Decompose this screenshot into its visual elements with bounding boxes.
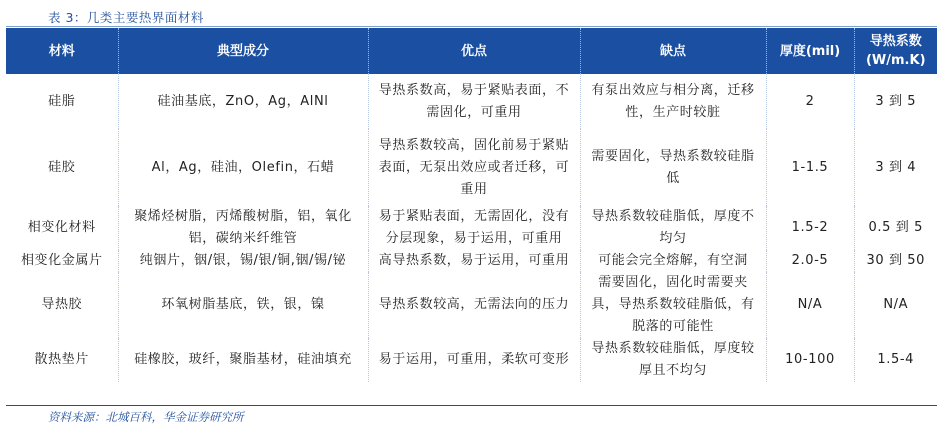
cell-pros: 导热系数高，易于紧贴表面，不需固化，可重用 — [368, 74, 580, 129]
cell-composition: 聚烯烃树脂，丙烯酸树脂，铝，氧化铝，碳纳米纤维管 — [118, 206, 368, 250]
cell-conductivity: 1.5-4 — [854, 338, 937, 382]
cell-thickness: 10-100 — [766, 338, 854, 382]
cell-material: 散热垫片 — [34, 352, 89, 367]
cell-conductivity: 0.5 到 5 — [854, 206, 937, 250]
top-rule — [6, 26, 937, 27]
table-row — [6, 206, 937, 250]
cell-pros: 导热系数较高，无需法向的压力 — [368, 272, 580, 338]
header-composition: 典型成分 — [118, 28, 368, 74]
header-material: 材料 — [6, 28, 118, 74]
header-cons: 缺点 — [580, 28, 766, 74]
cell-composition: 纯铟片，铟/银，锡/银/铜,铟/锡/铋 — [118, 250, 368, 272]
cell-thickness: 2.0-5 — [766, 250, 854, 272]
cell-cons: 可能会完全熔解，有空洞 — [580, 250, 766, 272]
bottom-rule — [6, 405, 937, 406]
table-row — [6, 250, 937, 272]
cell-thickness: 2 — [766, 74, 854, 129]
cell-pros: 易于紧贴表面，无需固化，没有分层现象，易于运用，可重用 — [368, 206, 580, 250]
cell-conductivity: 3 到 4 — [854, 129, 937, 206]
source-note: 资料来源：北城百科，华金证券研究所 — [48, 410, 244, 424]
cell-conductivity: 3 到 5 — [854, 74, 937, 129]
header-conductivity — [854, 28, 937, 74]
table-row — [6, 74, 937, 129]
cell-cons: 需要固化，导热系数较硅脂低 — [580, 129, 766, 206]
cell-thickness: 1.5-2 — [766, 206, 854, 250]
cell-pros: 高导热系数，易于运用，可重用 — [368, 250, 580, 272]
table-caption: 表 3：几类主要热界面材料 — [48, 10, 204, 25]
table-row — [6, 129, 937, 206]
cell-composition: 硅油基底，ZnO，Ag，AlNl — [118, 74, 368, 129]
cell-conductivity: 30 到 50 — [854, 250, 937, 272]
cell-material: 相变化材料 — [27, 220, 96, 235]
cell-material: 相变化金属片 — [20, 253, 103, 268]
header-thickness: 厚度(mil) — [766, 28, 854, 74]
cell-cons: 导热系数较硅脂低，厚度较厚且不均匀 — [580, 338, 766, 382]
cell-material: 硅胶 — [48, 159, 76, 175]
cell-composition: Al，Ag，硅油，Olefin，石蜡 — [118, 129, 368, 206]
table-row — [6, 272, 937, 338]
cell-thickness: 1-1.5 — [766, 129, 854, 206]
header-row — [6, 28, 937, 74]
cell-material: 硅脂 — [48, 93, 76, 109]
cell-thickness: N/A — [766, 272, 854, 338]
cell-pros: 导热系数较高，固化前易于紧贴表面，无泵出效应或者迁移，可重用 — [368, 129, 580, 206]
cell-cons: 导热系数较硅脂低，厚度不均匀 — [580, 206, 766, 250]
header-conductivity-line1: 导热系数 — [869, 34, 922, 49]
cell-cons: 有泵出效应与相分离，迁移性，生产时较脏 — [580, 74, 766, 129]
cell-composition: 硅橡胶，玻纤，聚脂基材，硅油填充 — [118, 338, 368, 382]
cell-material: 导热胶 — [41, 297, 83, 312]
cell-composition: 环氧树脂基底，铁，银，镍 — [118, 272, 368, 338]
header-pros: 优点 — [368, 28, 580, 74]
cell-conductivity: N/A — [854, 272, 937, 338]
cell-cons: 需要固化，固化时需要夹具，导热系数较硅脂低，有脱落的可能性 — [580, 272, 766, 338]
table-row — [6, 338, 937, 382]
thermal-interface-materials-table — [6, 28, 937, 382]
header-conductivity-line2: (W/m.K) — [865, 53, 926, 68]
cell-pros: 易于运用，可重用，柔软可变形 — [368, 338, 580, 382]
